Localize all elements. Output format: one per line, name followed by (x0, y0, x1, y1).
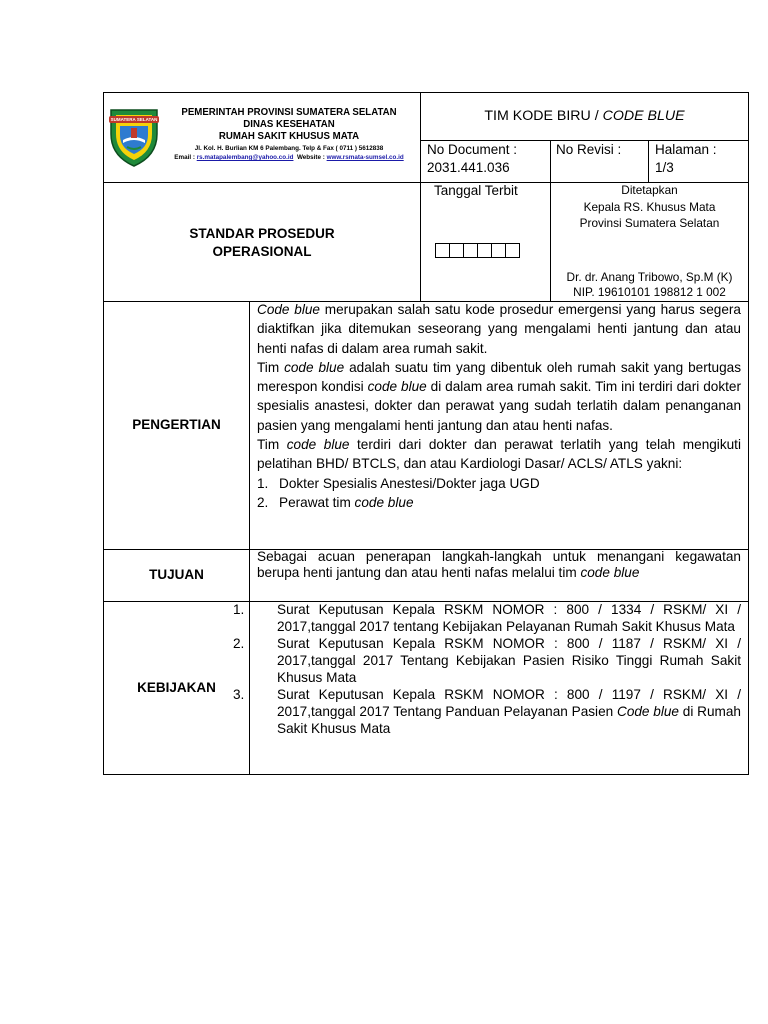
revision-label: No Revisi : (556, 142, 622, 157)
pengertian-content (257, 300, 741, 512)
title-plain: TIM KODE BIRU / (484, 108, 603, 124)
org-line-2: DINAS KESEHATAN (243, 118, 335, 130)
sop-label (104, 225, 420, 261)
list-item: 2. Surat Keputusan Kepala RSKM NOMOR : 800 / 1187 / RSKM/ XI / 2017,tanggal 2017 Tentang Kebijakan Pasien Risiko Tinggi Rumah Sakit Khusus Mata (233, 636, 741, 685)
signer-name: Dr. dr. Anang Tribowo, Sp.M (K) (566, 270, 733, 284)
page-value: 1/3 (655, 160, 674, 175)
signer-block (551, 270, 748, 300)
kebijakan-content (233, 601, 741, 737)
document-title (421, 108, 748, 124)
page-label: Halaman : (655, 142, 717, 157)
approval-block (551, 182, 748, 231)
website-link[interactable]: www.rsmata-sumsel.co.id (326, 154, 404, 161)
pengertian-paragraph-3: Tim code blue terdiri dari dokter dan perawat terlatih yang telah mengikuti pelatihan BHD/ BTCLS, dan atau Kardiologi Dasar/ ACLS/ ATLS yakni: (257, 437, 741, 472)
list-item: 2. Perawat tim code blue (257, 494, 414, 510)
date-box (491, 243, 506, 258)
tujuan-content: Sebagai acuan penerapan langkah-langkah untuk menangani kegawatan berupa henti jantung dan atau henti nafas melalui tim code blue (257, 549, 741, 580)
org-line-3: RUMAH SAKIT KHUSUS MATA (218, 130, 360, 142)
tujuan-label: TUJUAN (149, 567, 204, 582)
org-header (160, 106, 418, 162)
publish-date-boxes (435, 243, 519, 259)
approver-position-1: Kepala RS. Khusus Mata (583, 200, 716, 214)
list-item: 1. Surat Keputusan Kepala RSKM NOMOR : 800 / 1334 / RSKM/ XI / 2017,tanggal 2017 tentang Kebijakan Pelayanan Rumah Sakit Khusus Mata (233, 602, 741, 634)
org-line-1: PEMERINTAH PROVINSI SUMATERA SELATAN (181, 106, 397, 118)
title-italic: CODE BLUE (602, 108, 685, 124)
page-cell (655, 141, 747, 177)
date-box (463, 243, 478, 258)
sop-label-line-1: STANDAR PROSEDUR (189, 226, 335, 241)
list-item: 3. Surat Keputusan Kepala RSKM NOMOR : 800 / 1197 / RSKM/ XI / 2017,tanggal 2017 Tentang Panduan Pelayanan Pasien Code blue di Rumah Sakit Khusus Mata (233, 687, 741, 736)
website-label: Website : (296, 154, 327, 161)
signer-nip: NIP. 19610101 198812 1 002 (573, 285, 726, 299)
ditetapkan-label: Ditetapkan (621, 183, 678, 197)
email-link[interactable]: rs.matapalembang@yahoo.co.id (196, 154, 294, 161)
list-item: 1. Dokter Spesialis Anestesi/Dokter jaga UGD (257, 475, 540, 491)
date-box (435, 243, 450, 258)
org-contact (160, 153, 418, 162)
approver-position-2: Provinsi Sumatera Selatan (579, 216, 720, 230)
email-label: Email : (174, 154, 197, 161)
sop-label-line-2: OPERASIONAL (212, 244, 312, 259)
revision-cell (556, 141, 646, 159)
doc-number-label: No Document : (427, 142, 518, 157)
date-box (505, 243, 520, 258)
doc-number-value: 2031.441.036 (427, 160, 510, 175)
date-box (477, 243, 492, 258)
logo-banner-text: SUMATERA SELATAN (110, 117, 158, 122)
org-address: Jl. Kol. H. Burlian KM 6 Palembang. Telp & Fax ( 0711 ) 5612838 (194, 145, 384, 152)
publish-date-label: Tanggal Terbit (434, 183, 518, 198)
date-box (449, 243, 464, 258)
pengertian-label: PENGERTIAN (132, 417, 221, 432)
doc-number-cell (427, 141, 547, 177)
pengertian-paragraph-1: Code blue merupakan salah satu kode prosedur emergensi yang harus segera diaktifkan jika ditemukan seseorang yang mengalami henti jantung dan atau henti nafas di dalam area rumah sakit. (257, 302, 741, 356)
kebijakan-label: KEBIJAKAN (137, 680, 216, 695)
pengertian-paragraph-2: Tim code blue adalah suatu tim yang dibentuk oleh rumah sakit yang bertugas merespon kondisi code blue di dalam area rumah sakit. Tim ini terdiri dari dokter spesialis anastesi, dokter dan perawat yang sudah terlatih dalam penanganan pasien yang mengalami henti jantung dan atau henti nafas. (257, 359, 741, 433)
province-logo (107, 104, 161, 168)
